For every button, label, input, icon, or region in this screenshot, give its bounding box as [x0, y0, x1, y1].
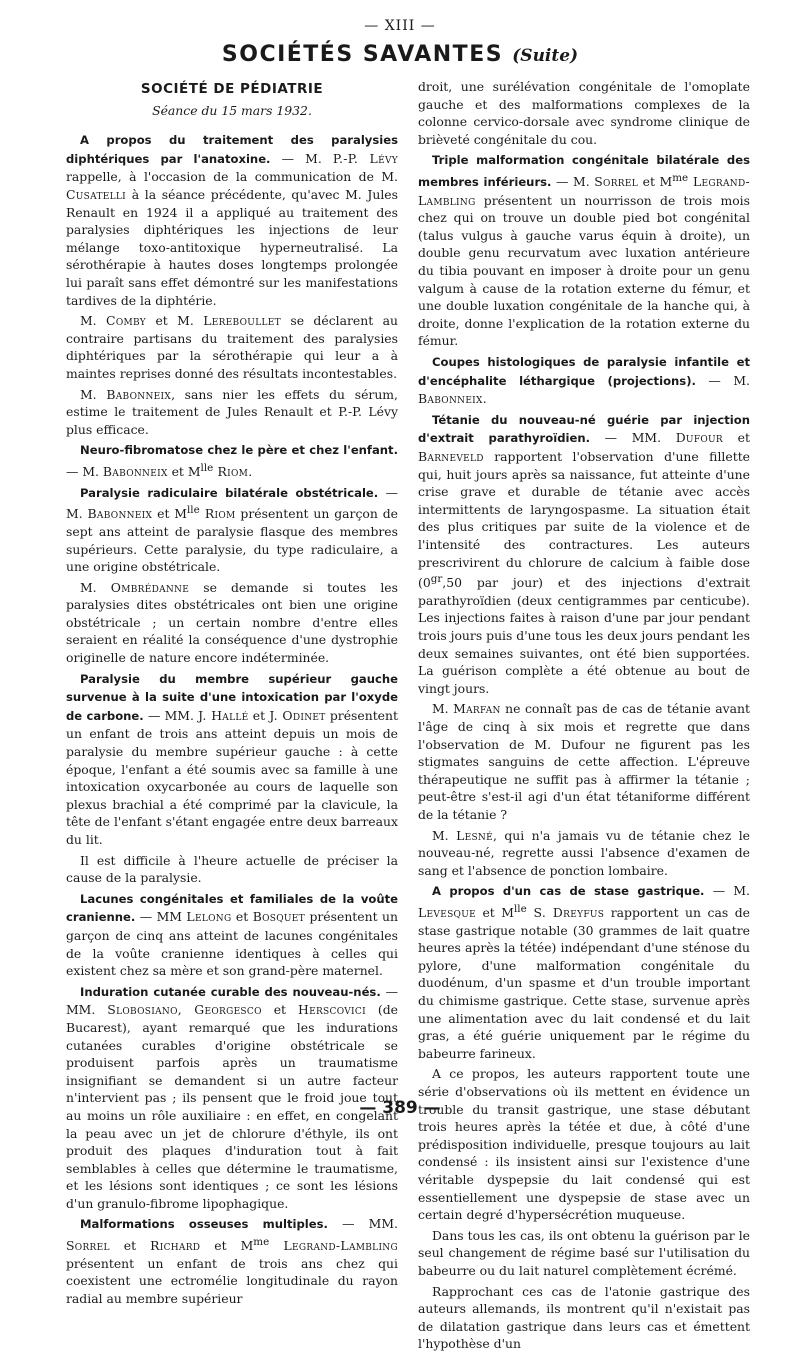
author-name: Babonneix	[102, 464, 168, 479]
author-name: Ombrédanne	[110, 579, 190, 595]
author-name: Riom	[213, 464, 249, 479]
item-title: Paralysie radiculaire bilatérale obstétricale.	[80, 485, 379, 500]
author-name: Sorrel	[66, 1238, 110, 1254]
item-title: Neuro-fibromatose chez le père et chez l'enfant.	[80, 443, 398, 458]
author-name: Babonneix	[87, 506, 153, 522]
item-title: Malformations osseuses multiples.	[80, 1217, 328, 1232]
author-name: Dufour	[675, 430, 724, 446]
bottom-page-number: — 389 —	[359, 1098, 441, 1118]
paragraph: A propos du traitement des paralysies diphtériques par l'anatoxine. — M. P.-P. Lévy rappelle, à l'occasion de la communication de M. Cusatelli à la séance précédente, qu'avec M. Jules Renault en 1924 il a appliqué au traitement des paralysies diphtériques les injections de leur mélange toxo-antitoxique hyperneutralisé. La sérothérapie à hautes doses longtemps prolongée lui paraît sans effet démontré sur les manifestations tardives de la diphtérie.	[66, 133, 398, 308]
author-name: Lereboullet	[203, 313, 281, 329]
author-name: P.-P. Lévy	[332, 150, 398, 166]
author-name: Richard	[150, 1238, 201, 1254]
author-name: Babonneix	[418, 391, 483, 407]
author-name: Riom	[199, 506, 236, 522]
author-name: Levesque	[418, 905, 476, 921]
item-title: Tétanie du nouveau-né guérie par injection d'extrait parathyroïdien.	[418, 412, 750, 446]
author-name: Comby	[106, 313, 147, 329]
author-name: Sorrel	[594, 174, 639, 190]
item-title: Paralysie du membre supérieur gauche survenue à la suite d'une intoxication par l'oxyde de carbone.	[66, 671, 398, 723]
paragraph: Malformations osseuses multiples. — MM. Sorrel et Richard et $M^{me}$ Legrand-Lambling présentent un enfant de trois ans chez qui coexistent une ectromélie longitudinale du rayon radial au membre supérieur	[66, 1216, 398, 1306]
paragraph: M. Marfan ne connaît pas de cas de tétanie avant l'âge de cinq à six mois et regrette que dans l'observation de M. Dufour ne figurent pas les stigmates sanguins de cette affection. L'épreuve thérapeutique ne suffit pas à affirmer la tétanie ; peut-être s'est-il agi d'un état tétaniforme différent de la tétanie ?	[418, 701, 750, 822]
section-header	[0, 42, 800, 67]
paragraph: Rapprochant ces cas de l'atonie gastrique des auteurs allemands, ils montrent qu'il n'existait pas de dilatation gastrique dans leurs cas et émettent l'hypothèse d'un	[418, 1283, 750, 1352]
author-name: Lelong	[186, 909, 232, 925]
author-name: Slobosiano, Georgesco	[107, 1002, 262, 1018]
author-name: Babonneix	[106, 386, 172, 402]
paragraph: Neuro-fibromatose chez le père et chez l'enfant. — M. Babonneix et $M^{lle}$ Riom.	[66, 443, 398, 479]
paragraph: Lacunes congénitales et familiales de la voûte cranienne. — MM Lelong et Bosquet présentent un garçon de cinq ans atteint de lacunes congénitales de la voûte cranienne identiques à celles qui existent chez sa mère et son grand-père maternel.	[66, 891, 398, 979]
item-title: Induration cutanée curable des nouveau-nés.	[80, 984, 381, 999]
session-date: Séance du 15 mars 1932.	[152, 102, 312, 118]
top-page-number: — XIII —	[364, 18, 436, 34]
right-column	[418, 78, 750, 1356]
author-name: Legrand-Lambling	[269, 1238, 398, 1254]
paragraph: A propos d'un cas de stase gastrique. — M. Levesque et $M^{lle}$ S. Dreyfus rapportent un cas de stase gastrique notable (30 grammes de lait quatre heures après la tétée) indépendant d'une sténose du pylore, d'une malformation congénitale du duodénum, d'un spasme et d'un trouble important du chimisme gastrique. Cette stase, survenue après une alimentation avec du lait condensé et du lait gras, a été guérie uniquement par le régime du babeurre farineux.	[418, 883, 750, 1061]
society-title: SOCIÉTÉ DE PÉDIATRIE	[140, 81, 324, 97]
paragraph: M. Lesné, qui n'a jamais vu de tétanie chez le nouveau-né, regrette aussi l'absence d'examen de sang et l'absence de ponction lombaire.	[418, 827, 750, 878]
paragraph: droit, une surélévation congénitale de l'omoplate gauche et des malformations complexes de la colonne cervico-dorsale avec syndrome clinique de brièveté congénitale du cou.	[418, 79, 750, 147]
section-suite: (Suite)	[512, 46, 579, 66]
paragraph: Il est difficile à l'heure actuelle de préciser la cause de la paralysie.	[66, 852, 398, 886]
author-name: Lesné	[456, 827, 493, 843]
left-column	[66, 78, 398, 1311]
author-name: Marfan	[453, 701, 501, 717]
paragraph: Paralysie du membre supérieur gauche survenue à la suite d'une intoxication par l'oxyde de carbone. — MM. J. Hallé et J. Odinet présentent un enfant de trois ans atteint depuis un mois de paralysie du membre supérieur gauche : à cette époque, l'enfant a été soumis avec sa famille à une intoxication oxycarbonée au cours de laquelle son plexus brachial a été comprimé par la clavicule, la tête de l'enfant s'étant engagée entre deux barreaux du lit.	[66, 671, 398, 847]
paragraph: M. Comby et M. Lereboullet se déclarent au contraire partisans du traitement des paralysies diphtériques par la sérothérapie qui leur a à maintes reprises donné des résultats incontestables.	[66, 313, 398, 381]
paragraph: Dans tous les cas, ils ont obtenu la guérison par le seul changement de régime basé sur l'utilisation du babeurre ou du lait naturel complètement écrémé.	[418, 1227, 750, 1278]
paragraph: Coupes histologiques de paralysie infantile et d'encéphalite léthargique (projections). — M. Babonneix.	[418, 355, 750, 407]
item-title: Coupes histologiques de paralysie infantile et d'encéphalite léthargique (projections).	[418, 355, 750, 388]
author-name: S. Dreyfus	[526, 905, 605, 921]
item-title: A propos d'un cas de stase gastrique.	[432, 884, 705, 899]
author-name: J. Hallé	[198, 707, 249, 723]
item-title: A propos du traitement des paralysies diphtériques par l'anatoxine.	[66, 133, 398, 166]
author-name: J. Odinet	[269, 707, 326, 723]
section-title: SOCIÉTÉS SAVANTES	[221, 42, 504, 67]
author-name: Legrand-Lambling	[418, 174, 750, 208]
author-name: Herscovici	[298, 1002, 366, 1018]
author-name: Bosquet	[252, 909, 305, 925]
item-title: Lacunes congénitales et familiales de la voûte cranienne.	[66, 891, 398, 925]
paragraph: Induration cutanée curable des nouveau-nés. — MM. Slobosiano, Georgesco et Herscovici (de Bucarest), ayant remarqué que les indurations cutanées curables d'origine obstétricale se produisent parfois après un traumatisme insignifiant se demandent si un autre facteur n'intervient pas ; ils pensent que le froid joue tout au moins un rôle auxiliaire : en effet, en congelant la peau avec un jet de chlorure d'éthyle, ils ont produit des plaques d'induration tout à fait semblables à celles que détermine le traumatisme, et les lésions sont identiques ; ce sont les lésions d'un granulo-fibrome lipophagique.	[66, 983, 398, 1211]
paragraph: A ce propos, les auteurs rapportent toute une série d'observations où ils mettent en évidence un trouble du transit gastrique, une stase débutant trois heures après la tétée et due, à côté d'une prédisposition individuelle, presque toujours au lait condensé : ils insistent ainsi sur l'existence d'une véritable dyspepsie du lait condensé qui est essentiellement une dyspepsie de stase avec un certain degré d'hypersécrétion muqueuse.	[418, 1066, 750, 1223]
author-name: Cusatelli	[66, 186, 127, 202]
paragraph: Paralysie radiculaire bilatérale obstétricale. — M. Babonneix et $M^{lle}$ Riom présentent un garçon de sept ans atteint de paralysie flasque des membres supérieurs. Cette paralysie, du type radiculaire, a une origine obstétricale.	[66, 484, 398, 575]
item-title: Triple malformation congénitale bilatérale des membres inférieurs.	[418, 153, 750, 190]
paragraph: Tétanie du nouveau-né guérie par injection d'extrait parathyroïdien. — MM. Dufour et Barneveld rapportent l'observation d'une fillette qui, huit jours après sa naissance, fut atteinte d'une crise grave et durable de tétanie avec accès intermittents de laryngospasme. La situation était des plus critiques par suite de la violence et de l'intensité des contractures. Les auteurs prescrivirent du chlorure de calcium à faible dose ($0^{gr},50$ par jour) et des injections d'extrait parathyroïdien (deux centigrammes par centicube). Les injections faites à raison d'une par jour pendant trois jours puis d'une tous les deux jours pendant les deux semaines suivantes, ont été bien supportées. La guérison complète a été obtenue au bout de vingt jours.	[418, 412, 750, 696]
paragraph: Triple malformation congénitale bilatérale des membres inférieurs. — M. Sorrel et $M^{me}$ Legrand-Lambling présentent un nourrisson de trois mois chez qui on trouve un double pied bot congénital (talus vulgus à gauche varus équin à droite), un double genu recurvatum avec luxation antérieure du tibia pouvant en imposer à droite pour un genu valgum à cause de la rotation externe du fémur, et une double luxation congénitale de la hanche qui, à droite, donne l'explication de la rotation externe du fémur.	[418, 153, 750, 349]
paragraph: M. Ombrédanne se demande si toutes les paralysies dites obstétricales ont bien une origine obstétricale ; un certain nombre d'entre elles seraient en réalité la conséquence d'une dystrophie originelle de nature encore indéterminée.	[66, 579, 398, 666]
paragraph: M. Babonneix, sans nier les effets du sérum, estime le traitement de Jules Renault et P.-P. Lévy plus efficace.	[66, 386, 398, 437]
author-name: Barneveld	[418, 449, 484, 464]
